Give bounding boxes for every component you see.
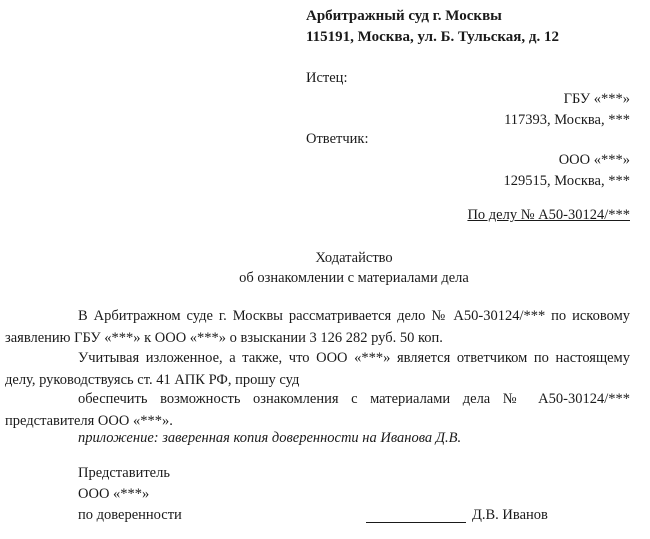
body-paragraph-2: Учитывая изложенное, а также, что ООО «***» является ответчиком по настоящему делу, руководствуясь ст. 41 АПК РФ, прошу суд <box>5 350 630 388</box>
attachment-note: приложение: заверенная копия доверенности на Иванова Д.В. <box>78 430 462 446</box>
signer-role: Представитель <box>78 465 170 481</box>
plaintiff-address: 117393, Москва, *** <box>504 112 630 128</box>
body-paragraph-1: В Арбитражном суде г. Москвы рассматривается дело № А50-30124/*** по исковому заявлению ГБУ «***» к ООО «***» о взыскании 3 126 282 руб. 50 коп. <box>5 308 630 346</box>
defendant-label: Ответчик: <box>306 131 369 147</box>
case-reference: По делу № А50-30124/*** <box>467 207 630 223</box>
plaintiff-name: ГБУ «***» <box>563 91 630 107</box>
defendant-name: ООО «***» <box>558 152 630 168</box>
court-address: 115191, Москва, ул. Б. Тульская, д. 12 <box>306 29 560 45</box>
document-subtitle: об ознакомлении с материалами дела <box>239 270 469 286</box>
defendant-address: 129515, Москва, *** <box>503 173 630 189</box>
body-paragraph-3: обеспечить возможность ознакомления с материалами дела № А50-30124/*** представителя ООО «***». <box>5 391 630 429</box>
signer-organization: ООО «***» <box>78 486 150 502</box>
document-title: Ходатайство <box>315 250 393 266</box>
signer-name: Д.В. Иванов <box>472 507 548 523</box>
signer-basis: по доверенности <box>78 507 182 523</box>
plaintiff-label: Истец: <box>306 70 348 86</box>
court-name: Арбитражный суд г. Москвы <box>306 8 502 24</box>
signature-line <box>366 522 466 523</box>
